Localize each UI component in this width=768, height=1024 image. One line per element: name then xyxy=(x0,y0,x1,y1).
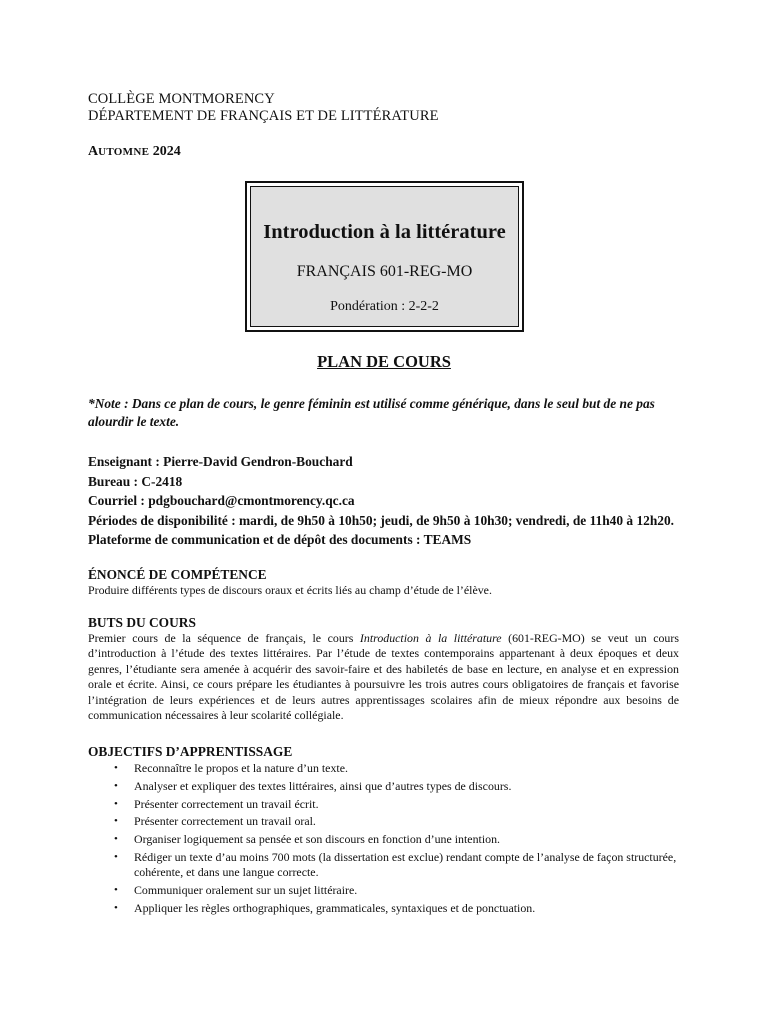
list-item xyxy=(88,901,679,916)
course-goals-text-before: Premier cours de la séquence de français, le cours xyxy=(88,631,360,645)
course-goals-heading: BUTS DU COURS xyxy=(88,615,196,630)
bullet-icon: • xyxy=(114,833,118,846)
list-item xyxy=(88,779,679,794)
plan-title: PLAN DE COURS xyxy=(317,352,451,371)
objective-text: Communiquer oralement sur un sujet littéraire. xyxy=(134,883,358,898)
gender-note: *Note : Dans ce plan de cours, le genre féminin est utilisé comme générique, dans le seul but de ne pas alourdir le texte. xyxy=(88,396,655,429)
college-name: COLLÈGE MONTMORENCY xyxy=(88,91,275,107)
competence-heading: ÉNONCÉ DE COMPÉTENCE xyxy=(88,567,267,582)
course-code: FRANÇAIS 601-REG-MO xyxy=(296,263,473,280)
teacher-info xyxy=(88,452,679,550)
bullet-icon: • xyxy=(114,762,118,774)
course-goals-text-italic: Introduction à la littérature xyxy=(359,631,502,645)
objective-text: Présenter correctement un travail écrit. xyxy=(134,796,319,811)
objective-text: Appliquer les règles orthographiques, grammaticales, syntaxiques et de ponctuation. xyxy=(134,900,536,915)
competence-section xyxy=(88,567,679,598)
semester-label xyxy=(88,144,679,160)
course-goals-section xyxy=(88,615,679,723)
objectives-list xyxy=(88,761,679,916)
teacher-email: Courriel : pdgbouchard@cmontmorency.qc.ca xyxy=(88,493,355,509)
semester-year: 2024 xyxy=(152,144,181,159)
list-item xyxy=(88,832,679,847)
document-header xyxy=(88,91,679,160)
objective-text: Présenter correctement un travail oral. xyxy=(134,814,316,829)
objectives-section xyxy=(88,744,679,919)
course-ponderation: Pondération : 2-2-2 xyxy=(330,299,439,314)
list-item xyxy=(88,814,679,829)
semester-rest: UTOMNE xyxy=(98,146,150,158)
list-item xyxy=(88,850,679,881)
bullet-icon: • xyxy=(114,884,118,897)
availability-periods: Périodes de disponibilité : mardi, de 9h50 à 10h50; jeudi, de 9h50 à 10h30; vendredi, de 11h40 à 12h20. xyxy=(88,512,675,528)
course-title-box xyxy=(245,181,524,332)
objective-text: Reconnaître le propos et la nature d’un texte. xyxy=(134,761,348,775)
competence-text: Produire différents types de discours oraux et écrits liés au champ d’étude de l’élève. xyxy=(88,583,492,597)
list-item xyxy=(88,761,679,776)
objectives-heading: OBJECTIFS D’APPRENTISSAGE xyxy=(88,744,293,759)
course-goals-text xyxy=(88,631,679,723)
bullet-icon: • xyxy=(114,779,118,792)
course-goals-text-after: (601-REG-MO) se veut un cours d’introduction à l’étude des textes littéraires. Par l’étude de textes contemporains appartenant à deux époques et deux genres, l’étudiante sera amenée à acquérir des savoir-faire et des habiletés de base en lecture, en analyse et en expression orale et écrite. Ainsi, ce cours prépare les étudiantes à poursuivre les trois autres cours obligatoires de français et favorise l’intégration de leurs expériences et de leurs autres apprentissages scolaires afin de mieux répondre aux besoins de communication nécessaires à leur scolarité collégiale. xyxy=(88,631,679,723)
objective-text: Organiser logiquement sa pensée et son discours en fonction d’une intention. xyxy=(134,832,500,847)
office-number: Bureau : C-2418 xyxy=(88,473,183,489)
course-title: Introduction à la littérature xyxy=(263,221,506,243)
objective-text: Rédiger un texte d’au moins 700 mots (la dissertation est exclue) rendant compte de l’analyse de façon structurée, cohérente, et dans une langue correcte. xyxy=(134,849,677,880)
objective-text: Analyser et expliquer des textes littéraires, ainsi que d’autres types de discours. xyxy=(134,778,512,793)
list-item xyxy=(88,883,679,898)
teacher-name: Enseignant : Pierre-David Gendron-Bouchard xyxy=(88,454,353,469)
bullet-icon: • xyxy=(114,815,118,828)
communication-platform: Plateforme de communication et de dépôt des documents : TEAMS xyxy=(88,532,472,548)
bullet-icon: • xyxy=(114,901,118,914)
bullet-icon: • xyxy=(114,850,118,863)
list-item xyxy=(88,797,679,812)
department-name: DÉPARTEMENT DE FRANÇAIS ET DE LITTÉRATURE xyxy=(88,108,439,124)
course-title-box-inner xyxy=(250,186,519,327)
bullet-icon: • xyxy=(114,797,118,810)
semester-initial: A xyxy=(88,144,99,159)
